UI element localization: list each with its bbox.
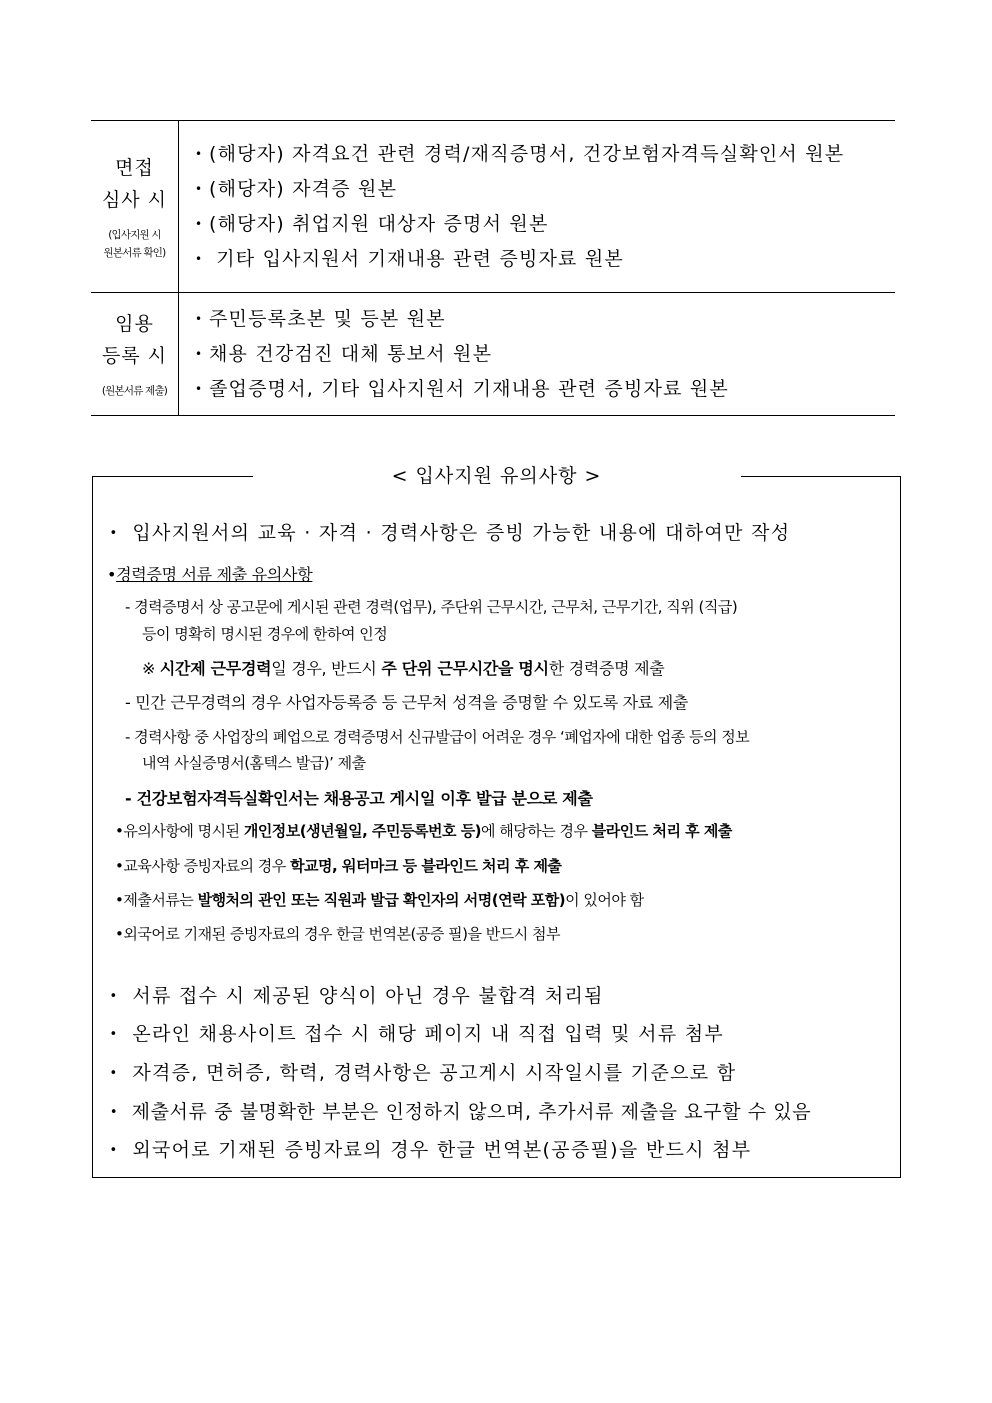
bullet-icon: •	[109, 989, 119, 1004]
career-note: ※ 시간제 근무경력일 경우, 반드시 주 단위 근무시간을 명시한 경력증명 제출	[142, 659, 665, 678]
career-item-1b: 등이 명확히 명시된 경우에 한하여 인정	[142, 625, 388, 643]
list-item: • 채용 건강검진 대체 통보서 원본	[195, 337, 895, 372]
table-row-appointment	[91, 293, 895, 416]
row-items-interview	[179, 121, 896, 293]
bullet-icon: •	[195, 251, 204, 266]
bullet-icon: •	[109, 1105, 119, 1120]
career-header: •경력증명 서류 제출 유의사항	[107, 565, 313, 584]
list-item: • (해당자) 자격요건 관련 경력/재직증명서, 건강보험자격득실확인서 원본	[195, 137, 895, 172]
notice-intro: • 입사지원서의 교육 · 자격 · 경력사항은 증빙 가능한 내용에 대하여만 작성	[103, 518, 790, 545]
bullet-icon: •	[115, 925, 124, 943]
row-label-appointment	[91, 293, 179, 416]
notice-small-item-2: •교육사항 증빙자료의 경우 학교명, 워터마크 등 블라인드 처리 후 제출	[115, 857, 562, 875]
bullet-icon: •	[195, 146, 204, 161]
bullet-icon: •	[115, 822, 124, 840]
bullet-icon: •	[195, 216, 204, 231]
list-item: • 주민등록초본 및 등본 원본	[195, 302, 895, 337]
bullet-icon: •	[109, 1143, 119, 1158]
row-label-interview	[91, 121, 179, 293]
list-item: • 기타 입사지원서 기재내용 관련 증빙자료 원본	[195, 242, 895, 277]
notice-small-item-3: •제출서류는 발행처의 관인 또는 직원과 발급 확인자의 서명(연락 포함)이 있어야 함	[115, 891, 644, 909]
label-main: 임용 등록 시	[101, 313, 168, 367]
career-item-1a: - 경력증명서 상 공고문에 게시된 관련 경력(업무), 주단위 근무시간, 근무처, 근무기간, 직위 (직급)	[125, 598, 738, 616]
notice-bottom-item-4: • 제출서류 중 불명확한 부분은 인정하지 않으며, 추가서류 제출을 요구할 수 있음	[103, 1097, 811, 1124]
bullet-icon: •	[115, 857, 124, 875]
bullet-icon: •	[115, 891, 124, 909]
list-item: • (해당자) 취업지원 대상자 증명서 원본	[195, 207, 895, 242]
notice-bottom-item-2: • 온라인 채용사이트 접수 시 해당 페이지 내 직접 입력 및 서류 첨부	[103, 1019, 724, 1046]
label-main: 면접 심사 시	[101, 156, 168, 211]
career-item-2: - 민간 근무경력의 경우 사업자등록증 등 근무처 성격을 증명할 수 있도록 자료 제출	[125, 693, 689, 712]
bullet-icon: •	[109, 1066, 119, 1081]
notice-bottom-item-1: • 서류 접수 시 제공된 양식이 아닌 경우 불합격 처리됨	[103, 981, 604, 1008]
career-item-3a: - 경력사항 중 사업장의 폐업으로 경력증명서 신규발급이 어려운 경우 ‘폐업자에 대한 업종 등의 정보	[125, 728, 750, 746]
career-item-4: - 건강보험자격득실확인서는 채용공고 게시일 이후 발급 분으로 제출	[125, 789, 593, 808]
career-item-3b: 내역 사실증명서(홈텍스 발급)’ 제출	[142, 754, 366, 772]
notice-bottom-item-5: • 외국어로 기재된 증빙자료의 경우 한글 번역본(공증필)을 반드시 첨부	[103, 1135, 751, 1162]
bullet-icon: •	[195, 381, 204, 396]
application-notice-box	[92, 465, 901, 1178]
document-requirements-table	[91, 120, 895, 416]
bullet-icon: •	[109, 526, 119, 541]
notice-bottom-item-3: • 자격증, 면허증, 학력, 경력사항은 공고게시 시작일시를 기준으로 함	[103, 1058, 736, 1085]
table-row-interview	[91, 121, 895, 293]
list-item: • 졸업증명서, 기타 입사지원서 기재내용 관련 증빙자료 원본	[195, 372, 895, 407]
label-sub: (입사지원 시 원본서류 확인)	[103, 228, 166, 259]
notice-small-item-4: •외국어로 기재된 증빙자료의 경우 한글 번역본(공증 필)을 반드시 첨부	[115, 925, 560, 943]
notice-small-item-1: •유의사항에 명시된 개인정보(생년월일, 주민등록번호 등)에 해당하는 경우 블라인드 처리 후 제출	[115, 822, 732, 840]
row-items-appointment	[179, 293, 896, 416]
bullet-icon: •	[107, 565, 117, 584]
bullet-icon: •	[195, 346, 204, 361]
label-sub: (원본서류 제출)	[101, 385, 168, 397]
bullet-icon: •	[109, 1027, 119, 1042]
bullet-icon: •	[195, 311, 204, 326]
list-item: • (해당자) 자격증 원본	[195, 172, 895, 207]
bullet-icon: •	[195, 181, 204, 196]
notice-title: < 입사지원 유의사항 >	[391, 465, 602, 487]
